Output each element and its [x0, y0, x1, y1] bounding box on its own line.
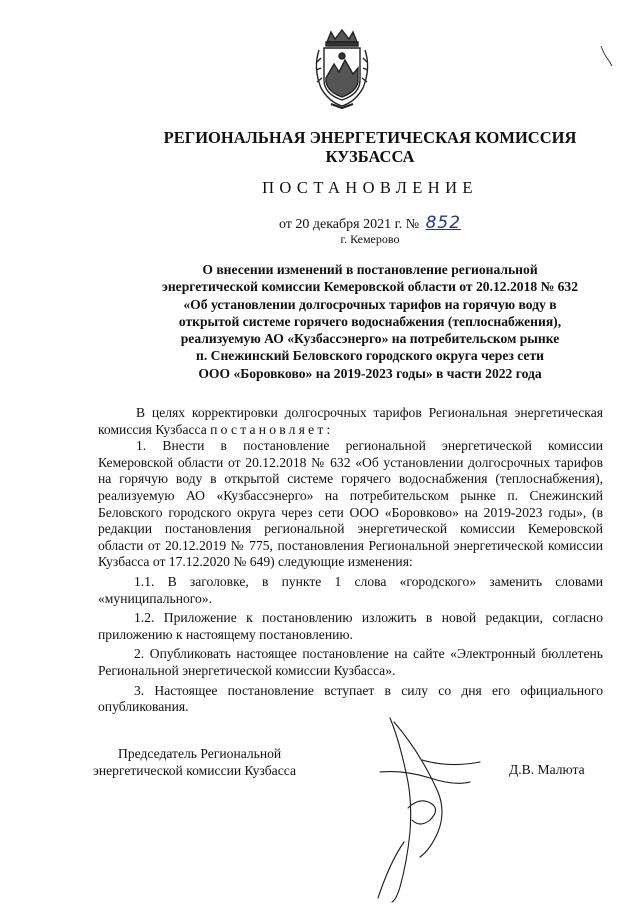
document-type: ПОСТАНОВЛЕНИЕ — [262, 178, 478, 197]
signatory-position — [93, 745, 296, 779]
document-body — [98, 405, 603, 716]
item-1-2-paragraph: 1.2. Приложение к постановлению изложить в новой редакции, согласно приложению к настоящему постановлению. — [98, 610, 603, 642]
organization-name — [150, 128, 590, 166]
document-number: 852 — [425, 213, 462, 233]
item-1-paragraph: 1. Внести в постановление региональной энергетической комиссии Кемеровской области от 20.12.2018 № 632 «Об установлении долгосрочных тарифов на горячую воду в открытой системе горячего водоснабжения (теплоснабжения), реализуемую АО «Кузбассэнерго» на потребительском рынке п. Снежинский Беловского городского округа через сети ООО «Боровково» на 2019-2023 годы», (в редакции постановления региональной энергетической комиссии Кемеровской области от 20.12.2019 № 775, постановления Региональной энергетической комиссии Кузбасса от 17.12.2020 № 649) следующие изменения: — [98, 438, 603, 570]
org-line-2: КУЗБАССА — [325, 147, 415, 166]
intro-colon: : — [326, 421, 331, 437]
position-line-2: энергетической комиссии Кузбасса — [93, 763, 296, 778]
item-2-paragraph: 2. Опубликовать настоящее постановление на сайте «Электронный бюллетень Региональной энергетической комиссии Кузбасса». — [98, 646, 603, 678]
document-subject: О внесении изменений в постановление региональной энергетической комиссии Кемеровской области от 20.12.2018 № 632 «Об установлении долгосрочных тарифов на горячую воду в открытой системе горячего водоснабжения (теплоснабжения), реализуемую АО «Кузбассэнерго» на потребительском рынке п. Снежинский Беловского городского округа через сети ООО «Боровково» на 2019-2023 годы» в части 2022 года — [161, 262, 579, 381]
item-1-1-paragraph: 1.1. В заголовке, в пункте 1 слова «городского» заменить словами «муниципального». — [98, 573, 603, 606]
signatory-name: Д.В. Малюта — [509, 762, 585, 777]
coat-of-arms-icon — [309, 28, 375, 110]
position-line-1: Председатель Региональной — [118, 746, 282, 761]
date-line — [150, 213, 590, 233]
handwritten-signature-icon — [360, 712, 495, 904]
item-3-paragraph: 3. Настоящее постановление вступает в силу со дня его официального опубликования. — [98, 682, 603, 715]
document-city: г. Кемерово — [340, 232, 400, 246]
intro-decree-word: постановляет — [210, 421, 327, 437]
org-line-1: РЕГИОНАЛЬНАЯ ЭНЕРГЕТИЧЕСКАЯ КОМИССИЯ — [163, 128, 577, 147]
document-date: от 20 декабря 2021 г. № — [278, 217, 420, 232]
pen-mark-icon — [598, 44, 616, 68]
intro-paragraph — [98, 405, 603, 438]
intro-text: В целях корректировки долгосрочных тарифов Региональная энергетическая комиссия Кузбасса — [98, 405, 603, 437]
